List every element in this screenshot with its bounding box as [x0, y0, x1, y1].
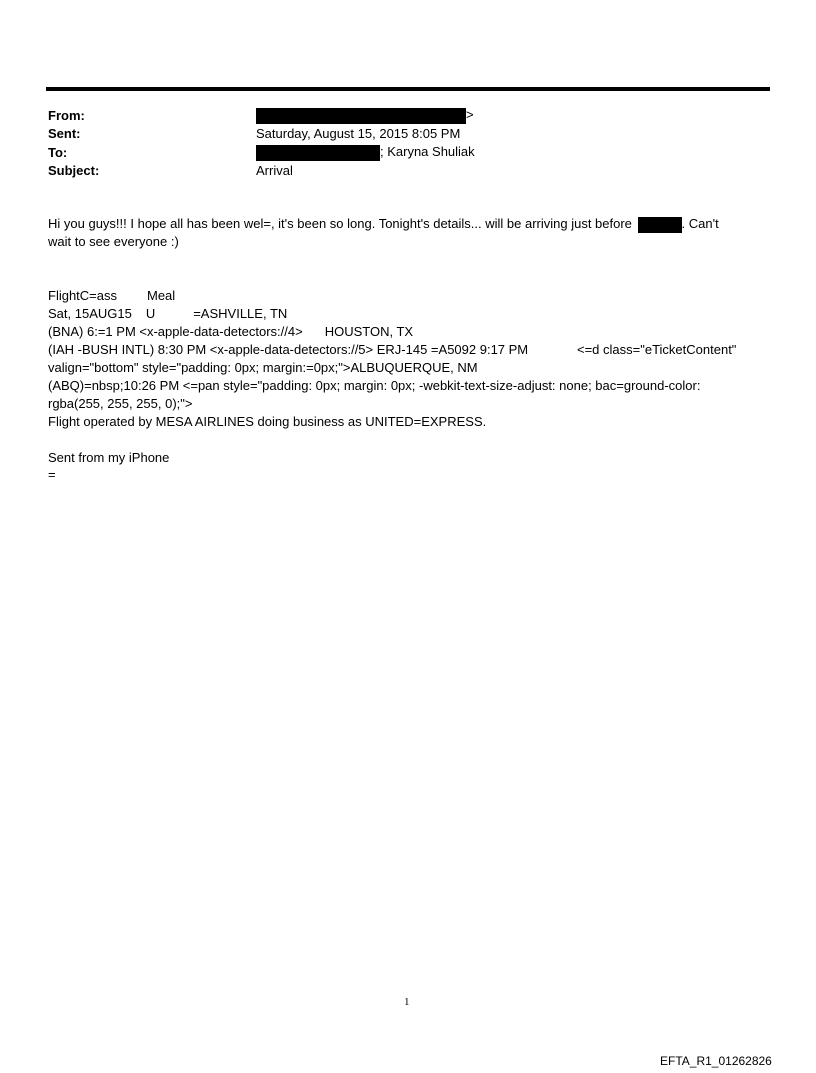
flight-class-label: FlightC=ass	[48, 288, 117, 303]
flight-line-3	[48, 324, 413, 339]
to-redaction	[256, 145, 380, 161]
sent-value: Saturday, August 15, 2015 8:05 PM	[256, 126, 461, 141]
intro-line-1	[48, 216, 719, 233]
from-label: From:	[48, 108, 85, 123]
flight-connection-city: HOUSTON, TX	[324, 324, 414, 339]
flight-line-1	[48, 288, 175, 303]
flight-departure: (BNA) 6:=1 PM <x-apple-data-detectors://4>	[48, 324, 303, 339]
flight-line-6: (ABQ)=nbsp;10:26 PM <=pan style="padding: 0px; margin: 0px; -webkit-text-size-adjust: none; bac=ground-color:	[48, 378, 701, 393]
intro-text-before: Hi you guys!!! I hope all has been wel=, it's been so long. Tonight's details... will be arriving just before	[48, 216, 632, 231]
from-tail: >	[466, 107, 474, 122]
flight-connection-details: (IAH -BUSH INTL) 8:30 PM <x-apple-data-detectors://5> ERJ-145 =A5092 9:17 PM	[48, 342, 529, 357]
to-tail: ; Karyna Shuliak	[380, 144, 475, 159]
to-label: To:	[48, 145, 68, 160]
flight-origin-city: =ASHVILLE, TN	[193, 306, 288, 321]
intro-line-2: wait to see everyone :)	[48, 234, 179, 249]
bates-number: EFTA_R1_01262826	[660, 1054, 772, 1068]
from-value	[256, 107, 474, 124]
sent-label: Sent:	[48, 126, 81, 141]
subject-label: Subject:	[48, 163, 100, 178]
flight-line-4-tail: <=d class="eTicketContent"	[577, 342, 737, 357]
flight-line-2	[48, 306, 287, 321]
meal-label: Meal	[147, 288, 176, 303]
intro-text-after: . Can't	[681, 216, 719, 231]
flight-line-5: valign="bottom" style="padding: 0px; margin:=0px;">ALBUQUERQUE, NM	[48, 360, 478, 375]
page-number: 1	[404, 996, 410, 1008]
flight-line-7: rgba(255, 255, 255, 0);">	[48, 396, 193, 411]
flight-line-8: Flight operated by MESA AIRLINES doing business as UNITED=EXPRESS.	[48, 414, 487, 429]
to-value	[256, 144, 475, 161]
flight-class-code: U	[145, 306, 156, 321]
from-redaction	[256, 108, 466, 124]
flight-line-4	[48, 342, 528, 357]
signature-line: Sent from my iPhone	[48, 450, 170, 465]
subject-value: Arrival	[256, 163, 293, 178]
flight-date: Sat, 15AUG15	[48, 306, 132, 321]
trailing-char: =	[48, 467, 56, 482]
header-divider-rule	[46, 87, 770, 91]
time-redaction	[638, 217, 682, 233]
